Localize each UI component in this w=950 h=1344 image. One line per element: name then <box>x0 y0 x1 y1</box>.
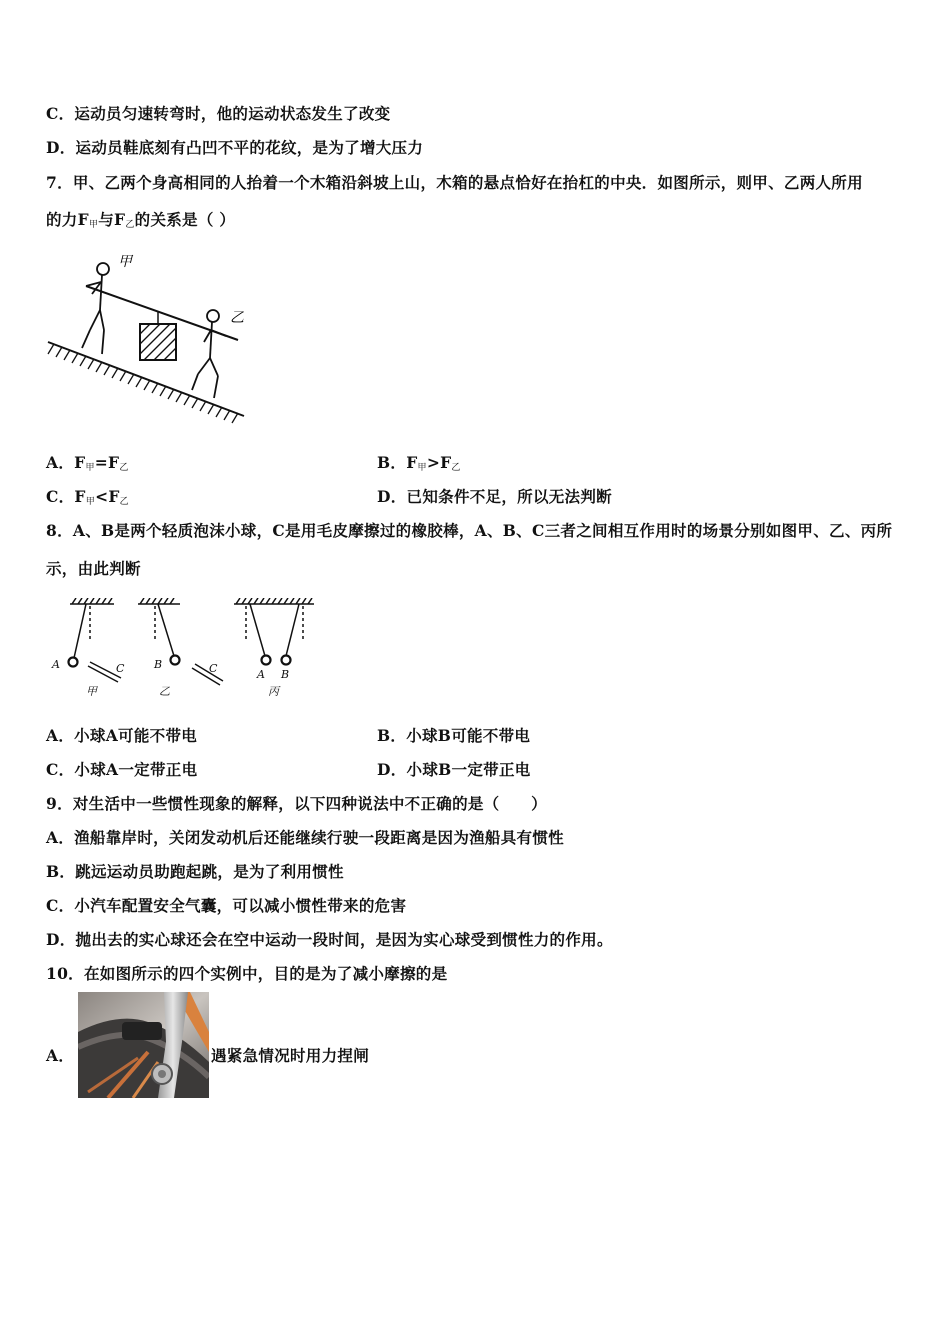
q8-stem-line1: 8．A、B是两个轻质泡沫小球，C是用毛皮摩擦过的橡胶棒，A、B、C三者之间相互作用时的场景分别如图甲、乙、丙所 <box>46 521 893 540</box>
q8-label-a-jia: A <box>52 658 60 671</box>
q8-label-b-bing: B <box>281 668 290 681</box>
q8-label-yi: 乙 <box>159 685 170 698</box>
q7-label-yi: 乙 <box>230 310 244 326</box>
q7-label-jia: 甲 <box>118 254 132 270</box>
q9-option-c: C．小汽车配置安全气囊，可以减小惯性带来的危害 <box>46 896 407 915</box>
q8-option-c: C．小球A一定带正电 <box>46 760 198 779</box>
q8-stem-line2: 示，由此判断 <box>46 559 141 578</box>
q6-option-c: C．运动员匀速转弯时，他的运动状态发生了改变 <box>46 104 391 123</box>
q8-figure-pendulums <box>46 598 326 702</box>
q7-option-a: A．$F_甲=F_乙$ <box>46 453 129 473</box>
q7-option-c: C．$F_甲<F_乙$ <box>46 487 129 507</box>
q9-option-a: A．渔船靠岸时，关闭发动机后还能继续行驶一段距离是因为渔船具有惯性 <box>46 828 564 847</box>
q8-label-a-bing: A <box>257 668 265 681</box>
q8-option-d: D．小球B一定带正电 <box>377 760 531 779</box>
q7-figure-slope <box>46 250 256 425</box>
q9-stem: 9．对生活中一些惯性现象的解释，以下四种说法中不正确的是（ ） <box>46 794 547 813</box>
q10-option-a-caption: 遇紧急情况时用力捏闸 <box>211 1046 370 1065</box>
q8-label-jia: 甲 <box>86 685 97 698</box>
bicycle-brake-photo <box>78 992 209 1098</box>
q9-option-d: D．抛出去的实心球还会在空中运动一段时间，是因为实心球受到惯性力的作用。 <box>46 930 613 949</box>
q8-option-a: A．小球A可能不带电 <box>46 726 198 745</box>
q8-label-bing: 丙 <box>268 685 279 698</box>
q8-label-c-jia: C <box>116 662 125 675</box>
q8-label-c-yi: C <box>209 662 218 675</box>
q7-stem-line2: 的力$F_甲$与$F_乙$的关系是（ ） <box>46 210 236 230</box>
q8-label-b-yi: B <box>154 658 163 671</box>
q8-option-b: B．小球B可能不带电 <box>377 726 531 745</box>
q6-option-d: D．运动员鞋底刻有凸凹不平的花纹，是为了增大压力 <box>46 138 424 157</box>
q7-stem-line1: 7．甲、乙两个身高相同的人抬着一个木箱沿斜坡上山，木箱的悬点恰好在抬杠的中央．如图所示，则甲、乙两人所用 <box>46 173 863 192</box>
q9-option-b: B．跳远运动员助跑起跳，是为了利用惯性 <box>46 862 344 881</box>
q10-stem: 10．在如图所示的四个实例中，目的是为了减小摩擦的是 <box>46 964 448 983</box>
q10-option-a-label: A． <box>46 1046 75 1065</box>
q7-option-b: B．$F_甲>F_乙$ <box>377 453 461 473</box>
q7-option-d: D．已知条件不足，所以无法判断 <box>377 487 612 506</box>
